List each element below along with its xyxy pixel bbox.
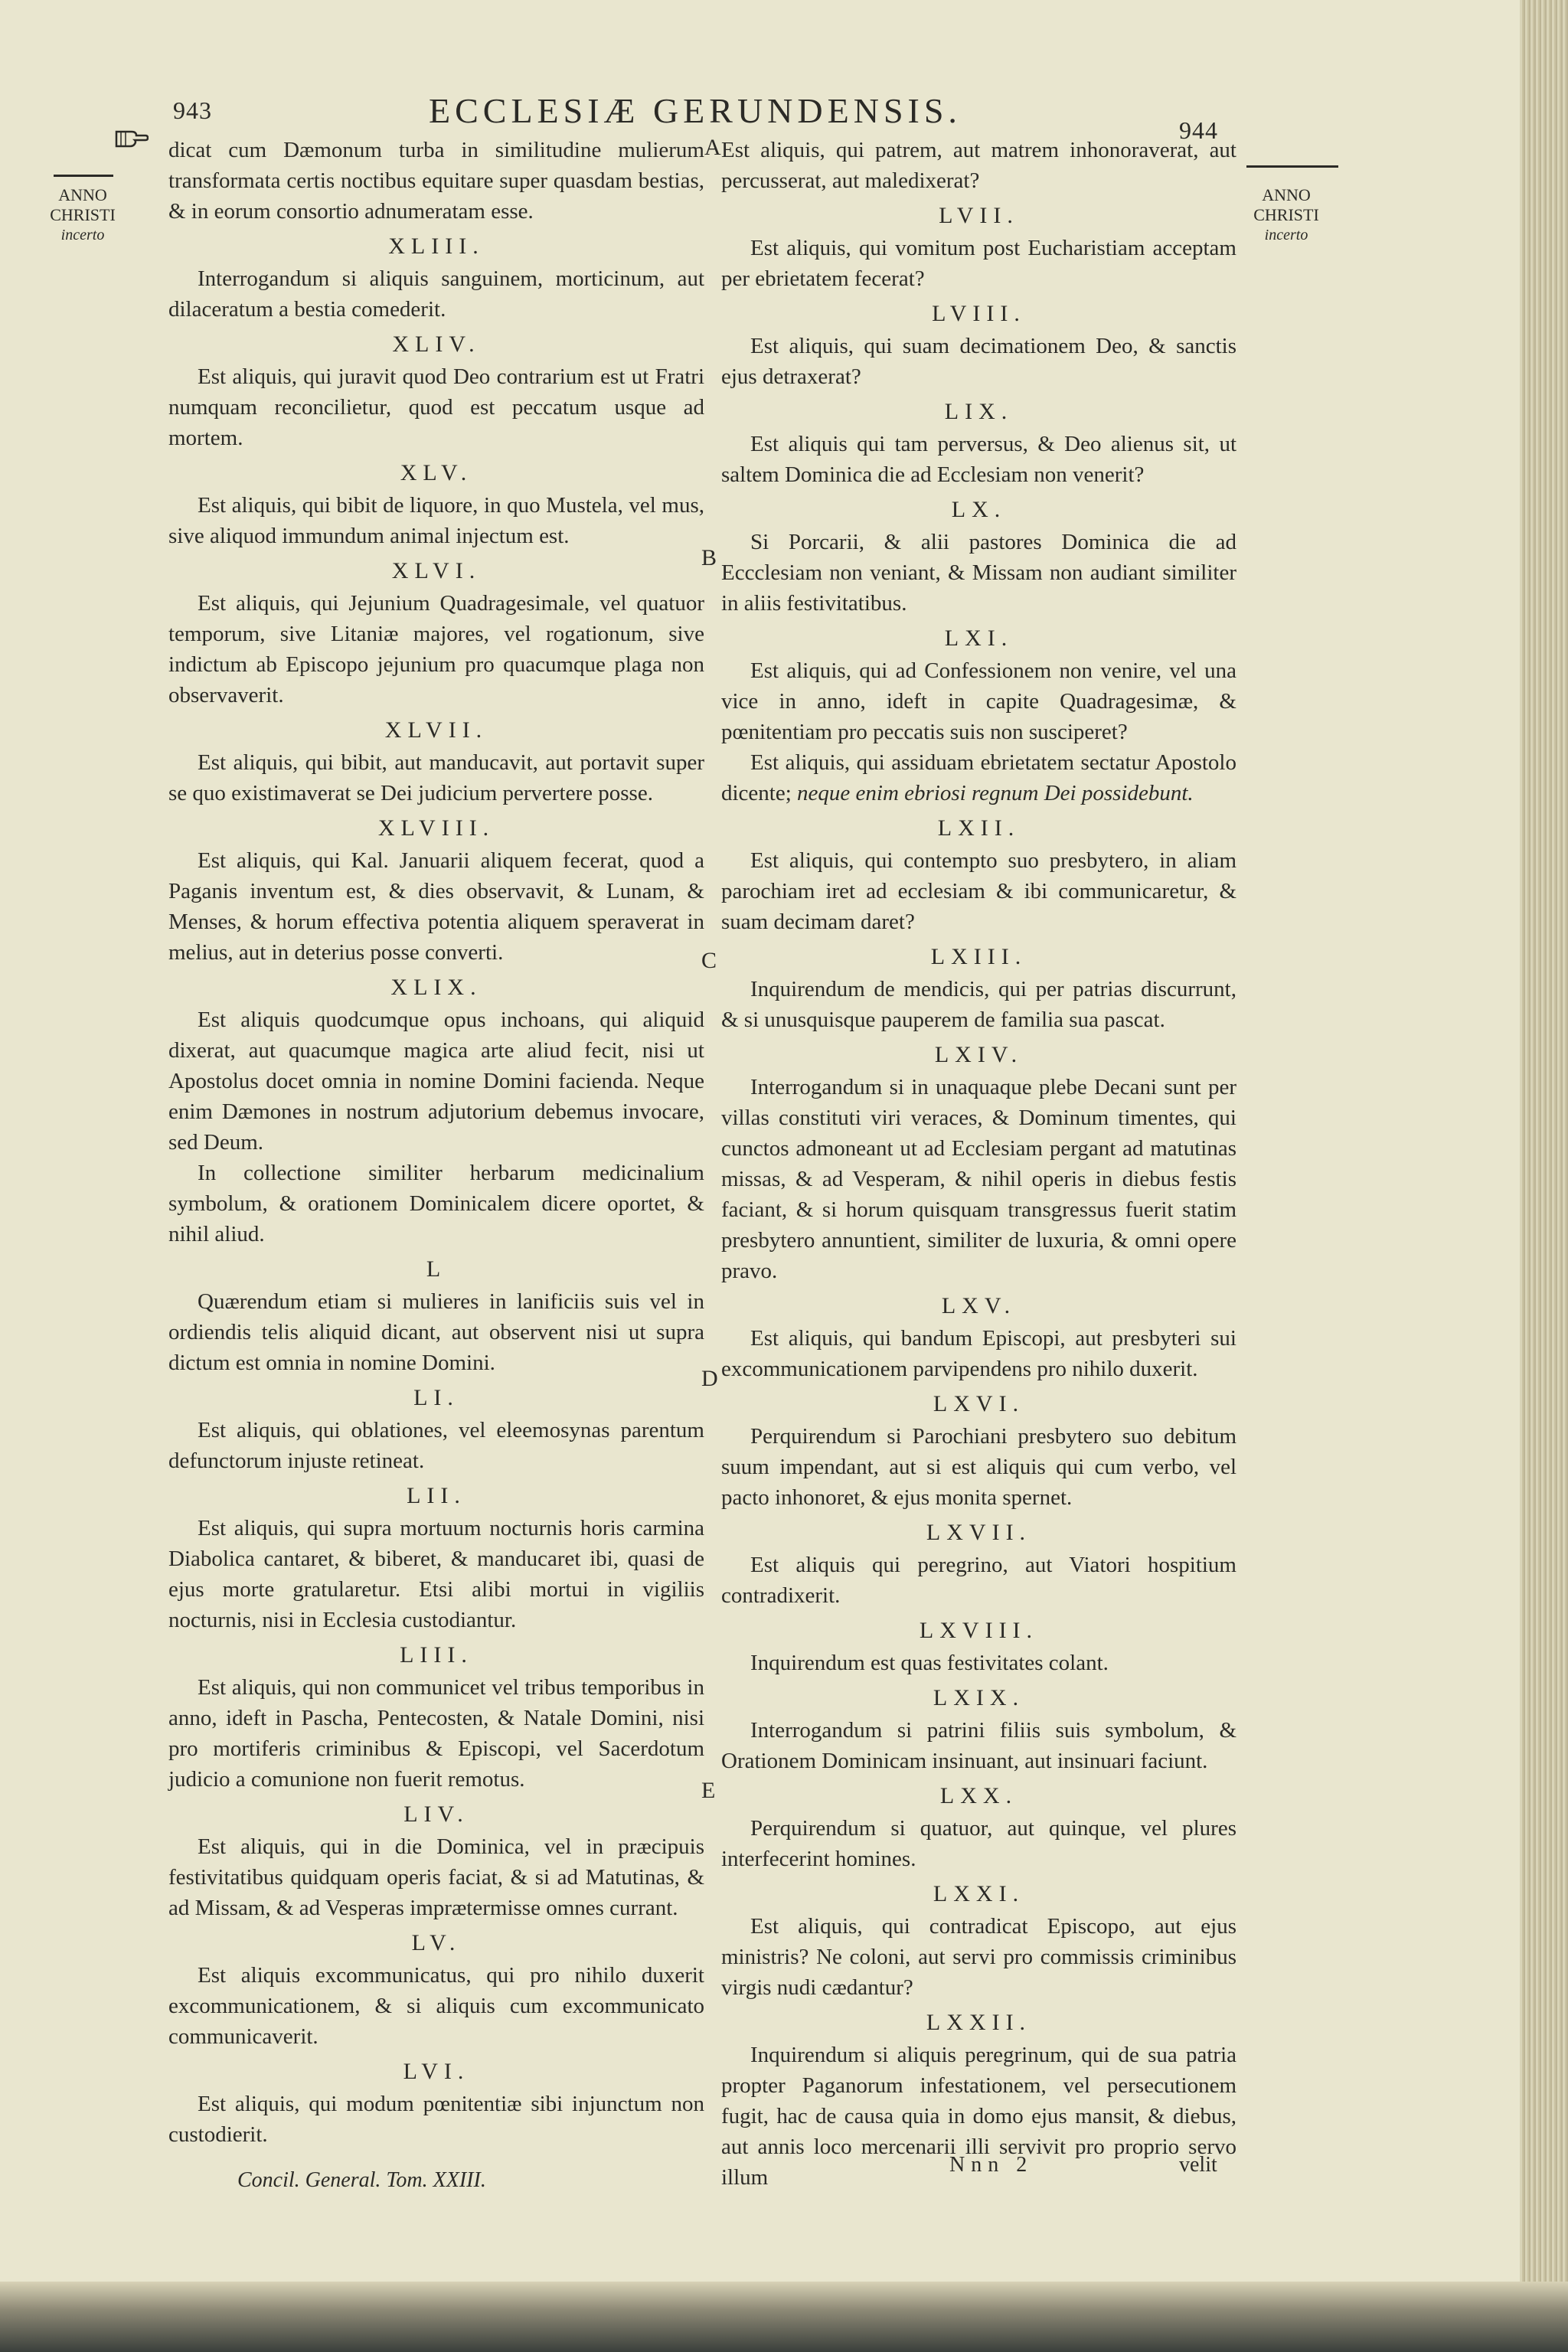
book-bottom-edge xyxy=(0,2282,1568,2352)
paragraph-text: Interrogandum si in unaquaque plebe Decani sunt per villas constituti viri veraces, & Dominum timentes, qui cunctos admoneant ut ad Ecclesiam pergant ad matutinas missas, & ad Vesperam, & nihil operis in diebus festis faciant, & si horum quisquam transgressus fuerit statim presbytero annuntient, similiter de luxuria, & omni opere pravo. xyxy=(721,1075,1236,1283)
paragraph-text: Est aliquis, qui oblationes, vel eleemosynas parentum defunctorum injuste retineat. xyxy=(168,1418,704,1473)
paragraph-text: XLIX. xyxy=(390,975,482,1000)
pointing-hand-icon xyxy=(115,124,149,152)
paragraph xyxy=(168,135,704,227)
paragraph-text: Est aliquis, qui in die Dominica, vel in præcipuis festivitatibus quidquam operis faciat, & si ad Matutinas, & ad Missam, & ad Vesperas imprætermisse omnes currant. xyxy=(168,1834,704,1920)
page-title: ECCLESIÆ GERUNDENSIS. xyxy=(429,91,962,130)
paragraph-text: XLVIII. xyxy=(377,815,495,841)
margin-note-line: incerto xyxy=(1264,227,1308,243)
paragraph-text: LIX. xyxy=(944,399,1014,424)
section-heading xyxy=(721,299,1236,329)
paragraph-text: L xyxy=(426,1256,447,1282)
section-heading xyxy=(168,2056,704,2087)
paragraph xyxy=(721,1813,1236,1874)
paragraph-text: Est aliquis, qui Jejunium Quadragesimale, vel quatuor temporum, sive Litaniæ majores, vel rogationum, sive indictum ab Episcopo jejunium pro quacumque plaga non observaverit. xyxy=(168,591,704,707)
paragraph xyxy=(721,1421,1236,1513)
paragraph xyxy=(721,1911,1236,2003)
paragraph-text: LXIX. xyxy=(933,1685,1025,1710)
section-heading xyxy=(721,1517,1236,1548)
paragraph xyxy=(721,1072,1236,1286)
paragraph xyxy=(721,1715,1236,1776)
section-heading xyxy=(168,1640,704,1671)
paragraph-text: LIV. xyxy=(403,1802,469,1827)
section-letter-b: B xyxy=(701,545,717,570)
paragraph xyxy=(721,974,1236,1035)
paragraph-text: LXXI. xyxy=(933,1881,1025,1906)
section-heading xyxy=(721,495,1236,525)
section-letter-c: C xyxy=(701,948,717,973)
paragraph-text: Est aliquis qui tam perversus, & Deo alienus sit, ut saltem Dominica die ad Ecclesiam non venerit? xyxy=(721,432,1236,487)
page-number-left: 943 xyxy=(173,96,212,124)
paragraph-text: LI. xyxy=(413,1385,459,1410)
paragraph xyxy=(721,1648,1236,1678)
italic-quote: neque enim ebriosi regnum Dei possidebunt. xyxy=(797,781,1194,805)
section-heading xyxy=(168,715,704,746)
text-column-left xyxy=(168,135,704,2150)
section-heading xyxy=(721,2007,1236,2038)
paragraph xyxy=(168,1286,704,1378)
paragraph-text: LXX. xyxy=(939,1783,1018,1808)
paragraph-text: Est aliquis, qui vomitum post Eucharistiam acceptam per ebrietatem fecerat? xyxy=(721,236,1236,291)
paragraph-text: LVII. xyxy=(939,203,1019,228)
section-heading xyxy=(721,1389,1236,1419)
section-heading xyxy=(721,397,1236,427)
margin-note-left xyxy=(46,185,119,245)
section-heading xyxy=(721,1291,1236,1321)
paragraph-text: LX. xyxy=(951,497,1007,522)
paragraph xyxy=(721,655,1236,747)
paragraph-text: Est aliquis quodcumque opus inchoans, qui aliquid dixerat, aut quacumque magica arte aliud fecit, nisi ut Apostolus docet omnia in nomine Domini facienda. Neque enim Dæmones in nostrum adjutorium debemus invocare, sed Deum. xyxy=(168,1008,704,1155)
footer-catchword: velit xyxy=(1179,2153,1217,2177)
paragraph-text: Quærendum etiam si mulieres in lanificiis suis vel in ordiendis telis aliquid dicant, aut observent nisi ut supra dictum est omnia in nomine Domini. xyxy=(168,1289,704,1375)
margin-note-line: ANNO xyxy=(58,185,107,204)
margin-note-line: incerto xyxy=(60,227,105,243)
paragraph-text: LXIII. xyxy=(930,944,1027,969)
paragraph-text: Si Porcarii, & alii pastores Dominica die ad Eccclesiam non veniant, & Missam non audiant similiter in aliis festivitatibus. xyxy=(721,530,1236,616)
section-heading xyxy=(168,1383,704,1413)
paragraph xyxy=(168,1415,704,1476)
paragraph-text: LXVII. xyxy=(926,1520,1032,1545)
paragraph xyxy=(168,2089,704,2150)
paragraph-text: In collectione similiter herbarum medicinalium symbolum, & orationem Dominicalem dicere oportet, & nihil aliud. xyxy=(168,1161,704,1246)
paragraph-text: XLVI. xyxy=(391,558,482,583)
section-heading xyxy=(168,1254,704,1285)
paragraph-text: LXVI. xyxy=(933,1391,1025,1416)
section-heading xyxy=(168,972,704,1003)
section-heading xyxy=(168,458,704,488)
paragraph-text: Est aliquis, qui bibit de liquore, in quo Mustela, vel mus, sive aliquod immundum animal injectum est. xyxy=(168,493,704,548)
paragraph xyxy=(168,361,704,453)
section-heading xyxy=(721,623,1236,654)
paragraph-text: Est aliquis, qui contempto suo presbytero, in aliam parochiam iret ad ecclesiam & ibi communicaretur, & suam decimam daret? xyxy=(721,848,1236,934)
paragraph xyxy=(721,1550,1236,1611)
paragraph xyxy=(168,1004,704,1158)
paragraph-text: Inquirendum est quas festivitates colant. xyxy=(750,1651,1109,1675)
section-heading xyxy=(721,1781,1236,1811)
section-heading xyxy=(721,1683,1236,1713)
paragraph xyxy=(721,747,1236,808)
paragraph-text: Est aliquis, qui non communicet vel tribus temporibus in anno, ideft in Pascha, Pentecosten, & Natale Domini, nisi pro mortiferis criminibus & Episcopi, vel Sacerdotum judicio a comunione non fuerit remotus. xyxy=(168,1675,704,1792)
section-heading xyxy=(168,556,704,586)
section-heading xyxy=(168,1481,704,1511)
section-heading xyxy=(721,1879,1236,1909)
paragraph-text: LVI. xyxy=(403,2059,470,2084)
paragraph-text: LVIII. xyxy=(932,301,1026,326)
paragraph-text: Est aliquis, qui patrem, aut matrem inhonoraverat, aut percusserat, aut maledixerat? xyxy=(721,138,1236,193)
margin-rule-right xyxy=(1246,165,1338,168)
margin-note-line: ANNO xyxy=(1262,185,1311,204)
section-heading xyxy=(721,1615,1236,1646)
paragraph-text: Inquirendum si aliquis peregrinum, qui de sua patria propter Paganorum infestationem, vel persecutionem fugit, hac de causa quia in domo ejus mansit, & diebus, aut annis loco mercenarii illi servivit pro proprio servo illum xyxy=(721,2043,1236,2190)
paragraph xyxy=(168,1672,704,1795)
paragraph xyxy=(168,263,704,325)
paragraph xyxy=(721,1323,1236,1384)
section-heading xyxy=(721,201,1236,231)
paragraph-text: Est aliquis excommunicatus, qui pro nihilo duxerit excommunicationem, & si aliquis cum excommunicato communicaverit. xyxy=(168,1963,704,2049)
paragraph-text: Perquirendum si Parochiani presbytero suo debitum suum impendant, aut si est aliquis qui cum verbo, vel pacto inhonoret, & ejus monita spernet. xyxy=(721,1424,1236,1510)
paragraph-text: Est aliquis, qui modum pœnitentiæ sibi injunctum non custodierit. xyxy=(168,2092,704,2147)
paragraph-text: LV. xyxy=(411,1930,462,1955)
paragraph-text: XLVII. xyxy=(384,717,488,743)
paragraph-text: LXVIII. xyxy=(919,1618,1039,1643)
section-heading xyxy=(168,1928,704,1958)
page-number-right: 944 xyxy=(1179,116,1218,144)
paragraph-text: Est aliquis, qui supra mortuum nocturnis horis carmina Diabolica cantaret, & biberet, & manducaret ibi, quasi de ejus morte gratularetur. Etsi alibi mortui in vigiliis nocturnis, nisi in Ecclesia custodiantur. xyxy=(168,1516,704,1632)
paragraph-text: LXXII. xyxy=(926,2010,1032,2035)
paragraph-text: LIII. xyxy=(400,1642,473,1668)
paragraph-text: dicat cum Dæmonum turba in similitudine mulierum transformata certis noctibus equitare super quasdam bestias, & in eorum consortio adnumeratam esse. xyxy=(168,138,704,224)
section-heading xyxy=(168,329,704,360)
paragraph xyxy=(721,233,1236,294)
paragraph-text: Inquirendum de mendicis, qui per patrias discurrunt, & si unusquisque pauperem de familia sua pascat. xyxy=(721,977,1236,1032)
section-letter-e: E xyxy=(701,1778,716,1803)
paragraph-text: LII. xyxy=(407,1483,466,1508)
paragraph xyxy=(721,331,1236,392)
paragraph xyxy=(168,490,704,551)
paragraph xyxy=(168,588,704,710)
paragraph-text: Interrogandum si patrini filiis suis symbolum, & Orationem Dominicam insinuant, aut insinuari faciunt. xyxy=(721,1718,1236,1773)
paragraph-text: Est aliquis, qui Kal. Januarii aliquem fecerat, quod a Paganis inventum est, & dies observavit, & Lunam, & Menses, & horum effectiva potentia aliquem speraverat in melius, aut in deterius posse converti. xyxy=(168,848,704,965)
paragraph xyxy=(721,845,1236,937)
paragraph-text: XLIII. xyxy=(388,234,485,259)
paragraph xyxy=(721,429,1236,490)
section-heading xyxy=(721,813,1236,844)
text-column-right xyxy=(721,135,1236,2193)
section-heading xyxy=(168,231,704,262)
margin-rule-left xyxy=(54,175,113,177)
paragraph-text: LXIV. xyxy=(934,1042,1024,1067)
paragraph-text: Est aliquis, qui assiduam ebrietatem sectatur Apostolo dicente; xyxy=(721,750,1236,805)
paragraph-text: Est aliquis, qui bandum Episcopi, aut presbyteri sui excommunicationem parvipendens pro nihilo duxerit. xyxy=(721,1326,1236,1381)
paragraph-text: Est aliquis, qui juravit quod Deo contrarium est ut Fratri numquam reconcilietur, quod est peccatum usque ad mortem. xyxy=(168,364,704,450)
section-heading xyxy=(721,942,1236,972)
paragraph-text: Est aliquis, qui suam decimationem Deo, & sanctis ejus detraxerat? xyxy=(721,334,1236,389)
paragraph-text: Est aliquis, qui bibit, aut manducavit, aut portavit super se quo existimaverat se Dei judicium pervertere posse. xyxy=(168,750,704,805)
paragraph xyxy=(168,845,704,968)
margin-note-line: CHRISTI xyxy=(50,205,116,224)
footer-signature: Nnn 2 xyxy=(949,2153,1034,2177)
page-edge xyxy=(1520,0,1568,2352)
paragraph xyxy=(721,527,1236,619)
section-letter-d: D xyxy=(701,1366,718,1391)
paragraph xyxy=(168,1831,704,1923)
paragraph-text: XLIV. xyxy=(392,332,481,357)
paragraph-text: XLV. xyxy=(400,460,473,485)
margin-note-right xyxy=(1250,185,1323,245)
section-heading xyxy=(168,1799,704,1830)
paragraph-text: LXV. xyxy=(941,1293,1017,1318)
section-letter-a: A xyxy=(704,135,721,160)
paragraph-text: Perquirendum si quatuor, aut quinque, vel plures interfecerint homines. xyxy=(721,1816,1236,1871)
paragraph-text: Est aliquis, qui ad Confessionem non venire, vel una vice in anno, ideft in capite Quadragesimæ, & pœnitentiam pro peccatis suis non susciperet? xyxy=(721,658,1236,744)
paragraph-text: LXI. xyxy=(944,626,1014,651)
paragraph-text: Est aliquis qui peregrino, aut Viatori hospitium contradixerit. xyxy=(721,1553,1236,1608)
paragraph-text: Est aliquis, qui contradicat Episcopo, aut ejus ministris? Ne coloni, aut servi pro commissis criminibus virgis nudi cædantur? xyxy=(721,1914,1236,2000)
paragraph xyxy=(168,1960,704,2052)
paragraph xyxy=(168,747,704,808)
footer-volume: Concil. General. Tom. XXIII. xyxy=(237,2168,486,2192)
paragraph-text: Interrogandum si aliquis sanguinem, morticinum, aut dilaceratum a bestia comederit. xyxy=(168,266,704,322)
paragraph xyxy=(721,135,1236,196)
section-heading xyxy=(721,1040,1236,1070)
paragraph xyxy=(168,1158,704,1250)
paragraph-text: LXII. xyxy=(937,815,1021,841)
section-heading xyxy=(168,813,704,844)
margin-note-line: CHRISTI xyxy=(1253,205,1319,224)
paragraph xyxy=(168,1513,704,1635)
